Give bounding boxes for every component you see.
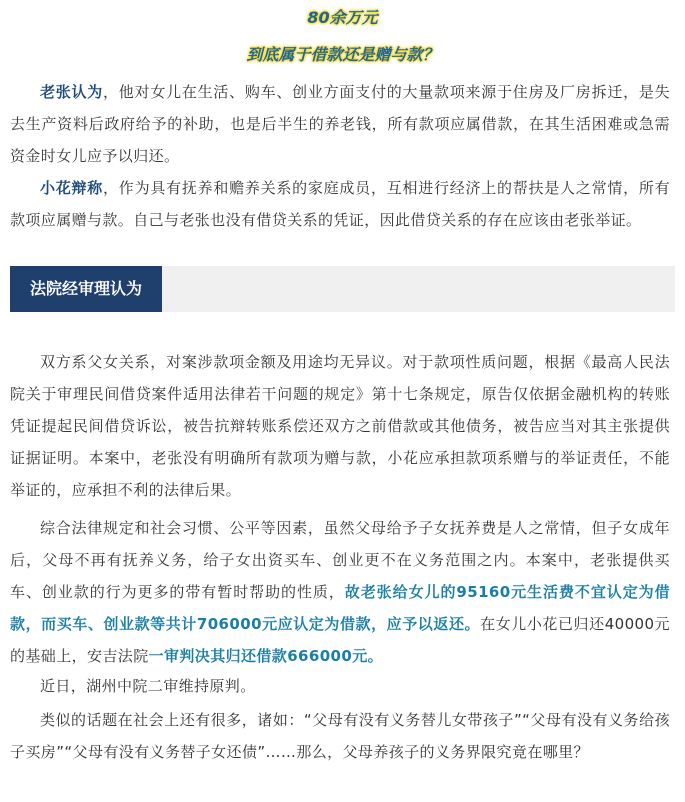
paragraph-judgment — [10, 512, 670, 672]
section-title: 法院经审理认为 — [10, 266, 162, 312]
zhang-text: ，他对女儿在生活、购车、创业方面支付的大量款项来源于住房及厂房拆迁，是失去生产资料后政府给予的补助，也是后半生的养老钱，所有款项应属借款，在其生活困难或急需资金时女儿应予以归还。 — [10, 83, 671, 165]
judgment-text-1: 综合法律规定和社会习惯、公平等因素，虽然父母给予子女抚养费是人之常情，但子女成年后，父母不再有抚养义务，给子女出资买车、创业更不在义务范围之内。本案中，老张提供买车、创业款的行为更多的带有暂时帮助的性质， — [10, 519, 670, 601]
headline-line-1: 80余万元 — [307, 8, 378, 27]
zhang-label: 老张认为 — [40, 83, 104, 101]
paragraph-hua-defense — [10, 172, 670, 236]
paragraph-second-instance: 近日，湖州中院二审维持原判。 — [40, 677, 256, 695]
hua-label: 小花辩称 — [40, 179, 104, 197]
paragraph-court-view: 双方系父女关系，对案涉款项金额及用途均无异议。对于款项性质问题，根据《最高人民法院关于审理民间借贷案件适用法律若干问题的规定》第十七条规定，原告仅依据金融机构的转账凭证提起民间借贷诉讼，被告抗辩转账系偿还双方之前借款或其他债务，被告应当对其主张提供证据证明。本案中，老张没有明确所有款项为赠与款，小花应承担款项系赠与的举证责任，不能举证的，应承担不利的法律后果。 — [10, 353, 670, 499]
hua-text: ，作为具有抚养和赡养关系的家庭成员，互相进行经济上的帮扶是人之常情，所有款项应属赠与款。自己与老张也没有借贷关系的凭证，因此借贷关系的存在应该由老张举证。 — [10, 179, 671, 229]
paragraph-zhang-claim — [10, 76, 670, 172]
judgment-emphasis-2: 一审判决其归还借款666000元。 — [148, 647, 384, 665]
judgment-text-2: 在女儿小花已归还40000元的基础上，安吉法院 — [10, 615, 670, 665]
paragraph-similar-topics: 类似的话题在社会上还有很多，诸如：“父母有没有义务替儿女带孩子”“父母有没有义务给孩子买房”“父母有没有义务替子女还债”……那么，父母养孩子的义务界限究竟在哪里？ — [10, 711, 670, 761]
section-banner — [10, 266, 675, 312]
headline-line-2: 到底属于借款还是赠与款？ — [246, 45, 439, 64]
judgment-emphasis-1: 故老张给女儿的95160元生活费不宜认定为借款，而买车、创业款等共计706000元应认定为借款，应予以返还。 — [10, 583, 670, 633]
